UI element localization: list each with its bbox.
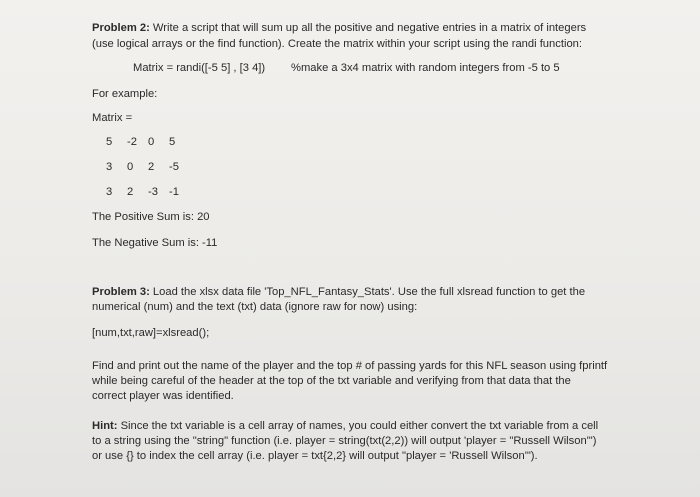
for-example-label: For example: xyxy=(92,88,158,100)
hint-text-1: Since the txt variable is a cell array of names, you could either convert the txt variable from a cell xyxy=(117,420,599,432)
matrix-cell: 3 xyxy=(106,161,113,173)
problem3-line1 xyxy=(92,285,585,299)
problem3-title: Problem 3: xyxy=(92,286,150,298)
hint-line1 xyxy=(92,419,598,433)
hint-line2: to a string using the "string" function (i.e. player = string(txt(2,2)) will output 'player = "Russell Wilson"') xyxy=(92,435,597,447)
problem2-text-1: Write a script that will sum up all the positive and negative entries in a matrix of integers xyxy=(149,22,587,34)
matrix-cell: 0 xyxy=(148,136,155,148)
hint-line3: or use {} to index the cell array (i.e. player = txt{2,2} will output "player = 'Russell Wilson'"). xyxy=(92,450,538,462)
randi-comment: %make a 3x4 matrix with random integers from -5 to 5 xyxy=(291,62,560,74)
matrix-cell: -3 xyxy=(148,186,158,198)
matrix-row-3 xyxy=(106,185,190,199)
matrix-cell: 3 xyxy=(106,186,113,198)
xlsread-code: [num,txt,raw]=xlsread(); xyxy=(92,327,210,339)
matrix-row-1 xyxy=(106,135,190,149)
matrix-cell: 2 xyxy=(148,161,155,173)
matrix-row-2 xyxy=(106,160,190,174)
negative-sum: The Negative Sum is: -11 xyxy=(92,237,218,249)
problem2-title: Problem 2: xyxy=(92,22,150,34)
matrix-cell: 2 xyxy=(127,186,134,198)
problem3-line2: numerical (num) and the text (txt) data (ignore raw for now) using: xyxy=(92,301,418,313)
matrix-cell: -2 xyxy=(127,136,137,148)
matrix-cell: 5 xyxy=(106,136,113,148)
matrix-cell: 5 xyxy=(169,136,176,148)
problem3-text-1: Load the xlsx data file 'Top_NFL_Fantasy_Stats'. Use the full xlsread function to get the xyxy=(149,286,586,298)
positive-sum: The Positive Sum is: 20 xyxy=(92,211,210,223)
matrix-cell: -5 xyxy=(169,161,179,173)
problem2-line2: (use logical arrays or the find function). Create the matrix within your script using the randi function: xyxy=(92,38,582,50)
matrix-cell: -1 xyxy=(169,186,179,198)
problem3-para2-line1: Find and print out the name of the player and the top # of passing yards for this NFL season using fprintf xyxy=(92,360,608,372)
randi-code: Matrix = randi([-5 5] , [3 4]) xyxy=(133,62,266,74)
hint-label: Hint: xyxy=(92,420,118,432)
matrix-label: Matrix = xyxy=(92,112,133,124)
matrix-cell: 0 xyxy=(127,161,134,173)
problem3-para2-line3: correct player was identified. xyxy=(92,390,234,402)
problem2-line1 xyxy=(92,21,586,35)
problem3-para2-line2: while being careful of the header at the top of the txt variable and verifying from that data that the xyxy=(92,375,571,387)
